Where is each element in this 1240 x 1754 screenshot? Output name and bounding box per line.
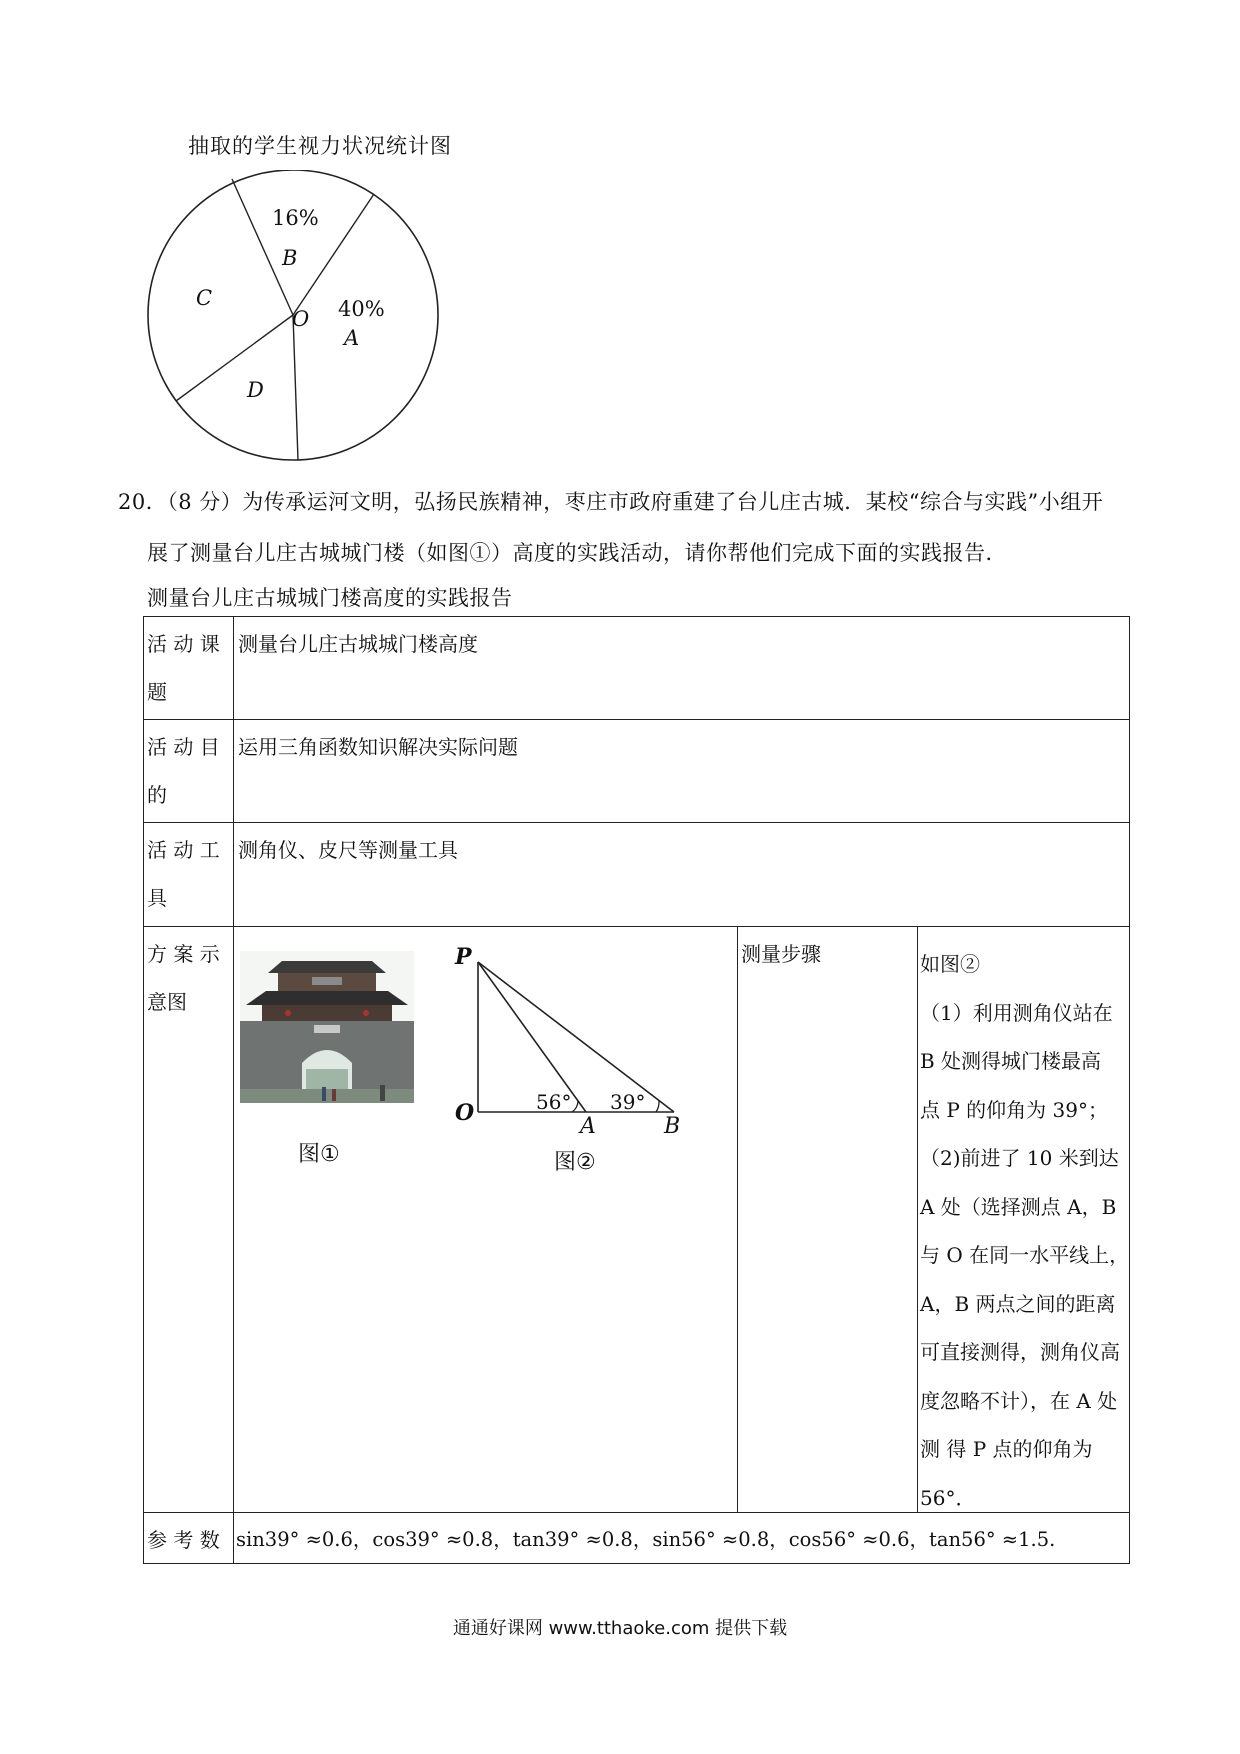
- row-label-topic-1: 活 动 课: [147, 632, 220, 656]
- question-line-2: 展了测量台儿庄古城城门楼（如图①）高度的实践活动，请你帮他们完成下面的实践报告．: [147, 541, 1007, 565]
- pie-chart-title: 抽取的学生视力状况统计图: [188, 134, 452, 158]
- column-divider: [737, 926, 738, 1512]
- row-divider: [143, 926, 1130, 927]
- row-label-scheme-1: 方 案 示: [147, 942, 220, 966]
- row-value-purpose: 运用三角函数知识解决实际问题: [238, 735, 518, 759]
- step-line: （2)前进了 10 米到达: [920, 1146, 1119, 1170]
- report-title: 测量台儿庄古城城门楼高度的实践报告: [147, 586, 513, 610]
- row-label-reference: 参 考 数: [147, 1528, 220, 1552]
- step-line: 56°．: [920, 1485, 976, 1510]
- column-divider: [917, 926, 918, 1512]
- figure-1-label: 图①: [298, 1142, 340, 1167]
- angle-arc-a: [572, 1101, 578, 1112]
- step-line: 与 O 在同一水平线上，: [920, 1243, 1130, 1267]
- step-line: 测 得 P 点的仰角为: [920, 1437, 1093, 1461]
- slice-b-label: B: [282, 246, 298, 270]
- step-line: 度忽略不计），在 A 处: [920, 1388, 1118, 1413]
- point-a-label: A: [580, 1114, 596, 1139]
- angle-56-label: 56°: [536, 1090, 572, 1114]
- pie-divider-cd: [176, 315, 293, 401]
- row-label-tools-1: 活 动 工: [147, 838, 220, 862]
- row-label-purpose-1: 活 动 目: [147, 735, 220, 759]
- slice-d-label: D: [247, 378, 264, 402]
- row-label-topic-2: 题: [147, 680, 167, 704]
- step-line: 点 P 的仰角为 39°；: [920, 1097, 1108, 1122]
- row-divider: [143, 822, 1130, 823]
- row-label-purpose-2: 的: [147, 783, 167, 807]
- slice-c-label: C: [196, 286, 213, 310]
- steps-label: 测量步骤: [741, 942, 821, 966]
- step-line: （1）利用测角仪站在: [920, 1000, 1113, 1025]
- row-value-topic: 测量台儿庄古城城门楼高度: [238, 632, 478, 656]
- step-line: B 处测得城门楼最高: [920, 1049, 1102, 1073]
- column-divider: [233, 616, 234, 1564]
- row-label-tools-2: 具: [147, 886, 167, 910]
- angle-arc-b: [656, 1101, 659, 1112]
- step-line: 可直接测得，测角仪高: [920, 1340, 1120, 1364]
- slice-b-percent: 16%: [272, 206, 319, 230]
- page-footer: 通通好课网 www.tthaoke.com 提供下载: [452, 1618, 788, 1639]
- point-b-label: B: [664, 1114, 681, 1139]
- question-line-1: 20．（8 分）为传承运河文明，弘扬民族精神，枣庄市政府重建了台儿庄古城．某校“综合与实践”小组开: [118, 490, 1104, 514]
- figure-2-label: 图②: [554, 1150, 596, 1175]
- point-p-label: P: [455, 944, 472, 970]
- slice-a-percent: 40%: [338, 297, 385, 321]
- angle-39-label: 39°: [610, 1090, 646, 1114]
- step-line: 如图②: [920, 952, 980, 976]
- row-divider: [143, 719, 1130, 720]
- row-value-tools: 测角仪、皮尺等测量工具: [238, 838, 458, 862]
- step-line: A，B 两点之间的距离: [920, 1291, 1116, 1316]
- row-value-reference: sin39° ≈0.6，cos39° ≈0.8，tan39° ≈0.8，sin56° ≈0.8，cos56° ≈0.6，tan56° ≈1.5.: [236, 1528, 1056, 1551]
- row-label-scheme-2: 意图: [147, 990, 187, 1014]
- pie-center-label: O: [292, 307, 310, 331]
- slice-a-label: A: [344, 326, 360, 350]
- point-o-label: O: [455, 1100, 475, 1126]
- step-line: A 处（选择测点 A，B: [920, 1194, 1117, 1219]
- city-gate-photo: [240, 951, 414, 1117]
- pie-divider-ad: [293, 315, 298, 460]
- measurement-steps: [920, 940, 1128, 1522]
